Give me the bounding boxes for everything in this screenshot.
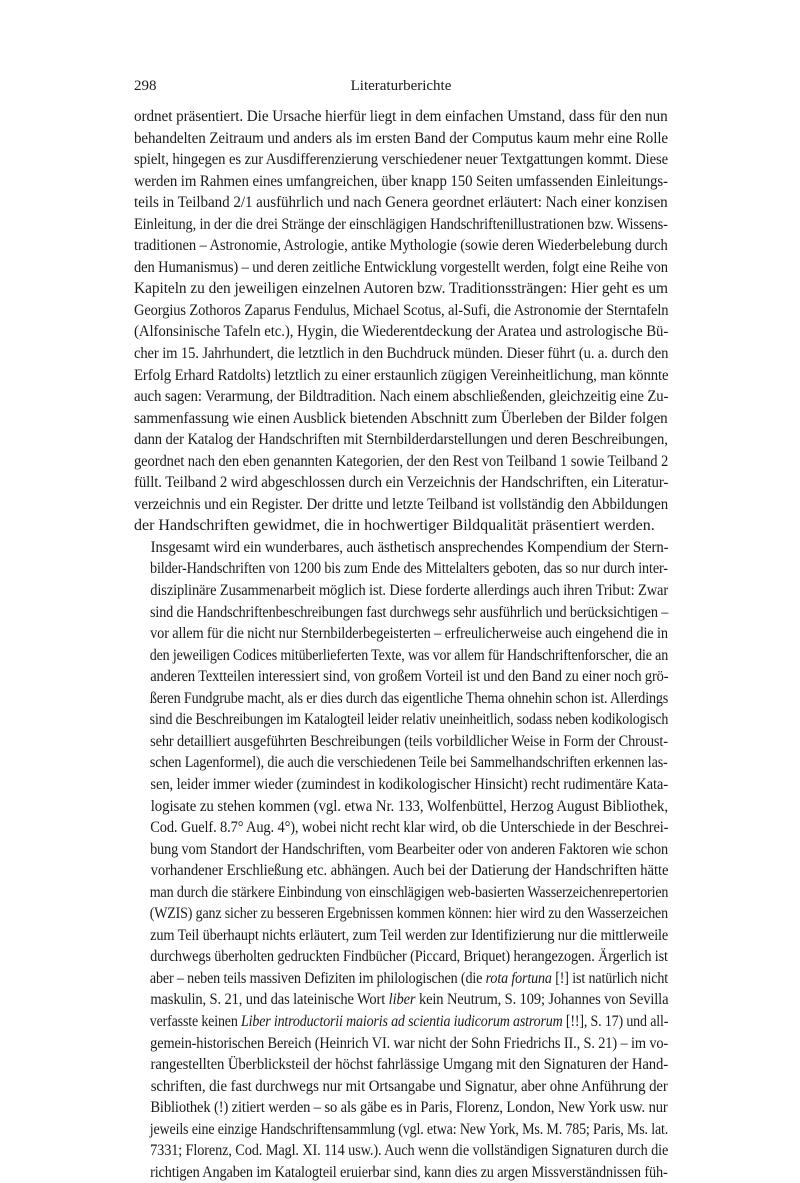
text-line [134, 1054, 669, 1076]
text-line [134, 774, 669, 796]
text-run: zum Teil überhaupt nichts erläutert, zum Teil werden zur Identifizierung nur die mittlerweile [150, 926, 669, 944]
text-run: verfasste keinen [149, 1012, 242, 1030]
text-run: sind die Beschreibungen im Katalogteil leider relativ uneinheitlich, sodass neben kodikologisch [149, 711, 669, 729]
italic-text: Liber introductorii maioris ad scientia iudicorum astrorum [241, 1012, 563, 1030]
text-run: [!] ist natürlich nicht [551, 969, 669, 987]
text-line [134, 882, 669, 904]
text-run: rangestellten Überblicksteil der höchst fahrlässige Umgang mit den Signaturen der Hand- [150, 1056, 669, 1074]
text-run: dann der Katalog der Handschriften mit Sternbilderdarstellungen und deren Beschreibungen, [134, 431, 668, 449]
text-line [134, 796, 668, 818]
text-run: aber – neben teils massiven Defiziten im philologischen (die [149, 969, 486, 987]
text-run: füllt. Teilband 2 wird abgeschlossen durch ein Verzeichnis der Handschriften, ein Literatur- [134, 474, 669, 492]
text-run: Insgesamt wird ein wunderbares, auch ästhetisch ansprechendes Kompendium der Stern- [150, 538, 669, 556]
text-run: vor allem für die nicht nur Sternbilderbegeisterten – erfreulicherweise auch eingehend die in [150, 625, 668, 643]
text-line [134, 365, 669, 387]
text-line [134, 171, 668, 193]
text-line [134, 1011, 669, 1033]
text-line [134, 839, 669, 861]
text-run: kein Neutrum, S. 109; Johannes von Sevilla [415, 991, 669, 1009]
body-text [134, 106, 668, 1183]
text-run: traditionen – Astronomie, Astrologie, antike Mythologie (sowie deren Wiederbelebung durch [134, 237, 668, 255]
text-run: (Alfonsinische Tafeln etc.), Hygin, die Wiederentdeckung der Aratea und astrologische Bü- [134, 323, 669, 341]
text-line [134, 429, 668, 451]
text-line [134, 903, 668, 925]
text-line [134, 300, 669, 322]
text-line [134, 602, 669, 624]
text-run: cher im 15. Jahrhundert, die letztlich in den Buchdruck münden. Dieser führt (u. a. durch den [134, 345, 669, 363]
text-line [134, 257, 668, 279]
text-line [134, 989, 669, 1011]
running-title: Literaturberichte [350, 78, 452, 94]
text-line [134, 321, 669, 343]
text-run: verzeichnis und ein Register. Der dritte und letzte Teilband ist vollständig den Abbildungen [134, 495, 669, 513]
text-run: bung vom Standort der Handschriften, vom Bearbeiter oder von anderen Faktoren wie schon [150, 840, 669, 858]
text-run: gemein-historischen Bereich (Heinrich VI. war nicht der Sohn Friedrichs II., S. 21) – im vo- [150, 1034, 669, 1052]
text-line [134, 1033, 669, 1055]
text-run: maskulin, S. 21, und das lateinische Wort [150, 991, 389, 1009]
text-line [134, 149, 669, 171]
text-line [134, 731, 668, 753]
text-line [134, 860, 669, 882]
text-run: den jeweiligen Codices mitüberlieferten Texte, was vor allem für Handschriftenforscher, die an [149, 646, 669, 664]
text-line [134, 386, 669, 408]
paragraph [134, 106, 668, 537]
text-line [134, 925, 669, 947]
text-line [134, 1140, 669, 1162]
text-run: Einleitung, in der die drei Stränge der einschlägigen Handschriftenillustrationen bzw. Wissens- [134, 215, 668, 233]
text-run: disziplinäre Zusammenarbeit möglich ist. Diese forderte allerdings auch ihren Tribut: Zwar [150, 582, 669, 600]
text-line [134, 472, 669, 494]
text-line [134, 645, 669, 667]
text-run: auch sagen: Verarmung, der Bildtradition. Nach einem abschließenden, gleichzeitig eine Zu- [134, 388, 669, 406]
text-line [134, 817, 669, 839]
text-run: schriften, die fast durchwegs nur mit Ortsangabe und Signatur, aber ohne Anführung der [150, 1077, 668, 1095]
text-run: teils in Teilband 2/1 ausführlich und nach Genera geordnet erläutert: Nach einer konzisen [134, 194, 668, 212]
text-run: sen, leider immer wieder (zumindest in kodikologischer Hinsicht) recht rudimentäre Kata- [150, 775, 669, 793]
text-line [134, 494, 669, 516]
italic-text: rota fortuna [485, 969, 552, 987]
text-line [134, 946, 668, 968]
text-line [134, 128, 668, 150]
text-run: bilder-Handschriften von 1200 bis zum Ende des Mittelalters geboten, das so nur durch inter- [149, 560, 668, 578]
text-run: Kapiteln zu den jeweiligen einzelnen Autoren bzw. Traditionssträngen: Hier geht es um [134, 280, 668, 298]
text-line [134, 1097, 668, 1119]
text-run: ßeren Fundgrube macht, als er dies durch das eigentliche Thema ohnehin schon ist. Allerdings [149, 689, 669, 707]
italic-text: liber [388, 991, 416, 1009]
text-run: logisate zu stehen kommen (vgl. etwa Nr. 133, Wolfenbüttel, Herzog August Bibliothek, [150, 797, 668, 815]
text-line [134, 343, 669, 365]
text-line [134, 408, 668, 430]
text-line [134, 451, 669, 473]
text-run: den Humanismus) – und deren zeitliche Entwicklung vorgestellt werden, folgt eine Reihe von [134, 258, 668, 276]
page-number: 298 [134, 78, 157, 94]
text-run: sehr detailliert ausgeführten Beschreibungen (teils vorbildlicher Weise in Form der Chroust- [150, 732, 668, 750]
text-run: [!!], S. 17) und all- [562, 1012, 669, 1030]
paragraph [134, 537, 668, 1183]
text-run: ordnet präsentiert. Die Ursache hierfür liegt in dem einfachen Umstand, dass für den nun [134, 108, 668, 125]
text-line [134, 278, 668, 300]
text-line [134, 623, 668, 645]
text-run: Cod. Guelf. 8.7° Aug. 4°), wobei nicht recht klar wird, ob die Unterschiede in der Beschrei- [150, 819, 669, 837]
text-line [134, 1076, 668, 1098]
text-line [134, 192, 668, 214]
text-line [134, 752, 668, 774]
text-line [134, 968, 669, 990]
text-run: durchwegs überholten gedruckten Findbücher (Piccard, Briquet) herangezogen. Ärgerlich ist [150, 948, 668, 966]
text-line [134, 666, 669, 688]
text-run: geordnet nach den eben genannten Kategorien, der den Rest von Teilband 1 sowie Teilband 2 [134, 452, 669, 470]
text-line [134, 709, 669, 731]
text-run: sind die Handschriftenbeschreibungen fast durchwegs sehr ausführlich und berücksichtigen – [149, 603, 669, 621]
running-head [134, 76, 668, 96]
text-run: anderen Textteilen interessiert sind, von großem Vorteil ist und den Band zu einer noch grö- [150, 668, 669, 686]
text-run: (WZIS) ganz sicher zu besseren Ergebnissen kommen können: hier wird zu den Wasserzeichen [149, 905, 668, 923]
text-line [134, 688, 669, 710]
text-run: Georgius Zothoros Zaparus Fendulus, Michael Scotus, al-Sufi, die Astronomie der Sterntafeln [134, 301, 669, 319]
text-run: vorhandener Erschließung etc. abhängen. Auch bei der Datierung der Handschriften hätte [150, 862, 669, 880]
text-run: Erfolg Erhard Ratdolts) letztlich zu einer erstaunlich zügigen Vereinheitlichung, man könnte [134, 366, 669, 384]
text-line [134, 558, 668, 580]
text-run: sammenfassung wie einen Ausblick bietenden Abschnitt zum Überleben der Bilder folgen [134, 409, 668, 427]
text-run: richtigen Angaben im Katalogteil eruierbar sind, kann dies zu argen Missverständnissen füh- [150, 1163, 668, 1181]
text-line [134, 235, 668, 257]
text-line [134, 537, 669, 559]
text-run: Bibliothek (!) zitiert werden – so als gäbe es in Paris, Florenz, London, New York usw. nur [150, 1099, 668, 1117]
text-run: behandelten Zeitraum und anders als im ersten Band der Computus kaum mehr eine Rolle [134, 129, 668, 147]
text-run: schen Lagenformel), die auch die verschiedenen Teile bei Sammelhandschriften erkennen las- [149, 754, 668, 772]
text-run: spielt, hingegen es zur Ausdifferenzierung verschiedener neuer Textgattungen kommt. Diese [134, 151, 669, 169]
text-line [134, 214, 668, 236]
text-line [134, 580, 669, 602]
text-line [134, 106, 668, 128]
text-line [134, 515, 668, 537]
text-run: jeweils eine einzige Handschriftensammlung (vgl. etwa: New York, Ms. M. 785; Paris, Ms. lat. [149, 1120, 669, 1138]
text-run: der Handschriften gewidmet, die in hochwertiger Bildqualität präsentiert werden. [134, 517, 655, 535]
text-line [134, 1119, 669, 1141]
text-run: 7331; Florenz, Cod. Magl. XI. 114 usw.). Auch wenn die vollständigen Signaturen durch die [150, 1142, 669, 1160]
text-run: werden im Rahmen eines umfangreichen, über knapp 150 Seiten umfassenden Einleitungs- [134, 172, 668, 190]
text-run: man durch die stärkere Einbindung von einschlägigen web-basierten Wasserzeichenrepertorien [149, 883, 669, 901]
text-line [134, 1162, 668, 1183]
